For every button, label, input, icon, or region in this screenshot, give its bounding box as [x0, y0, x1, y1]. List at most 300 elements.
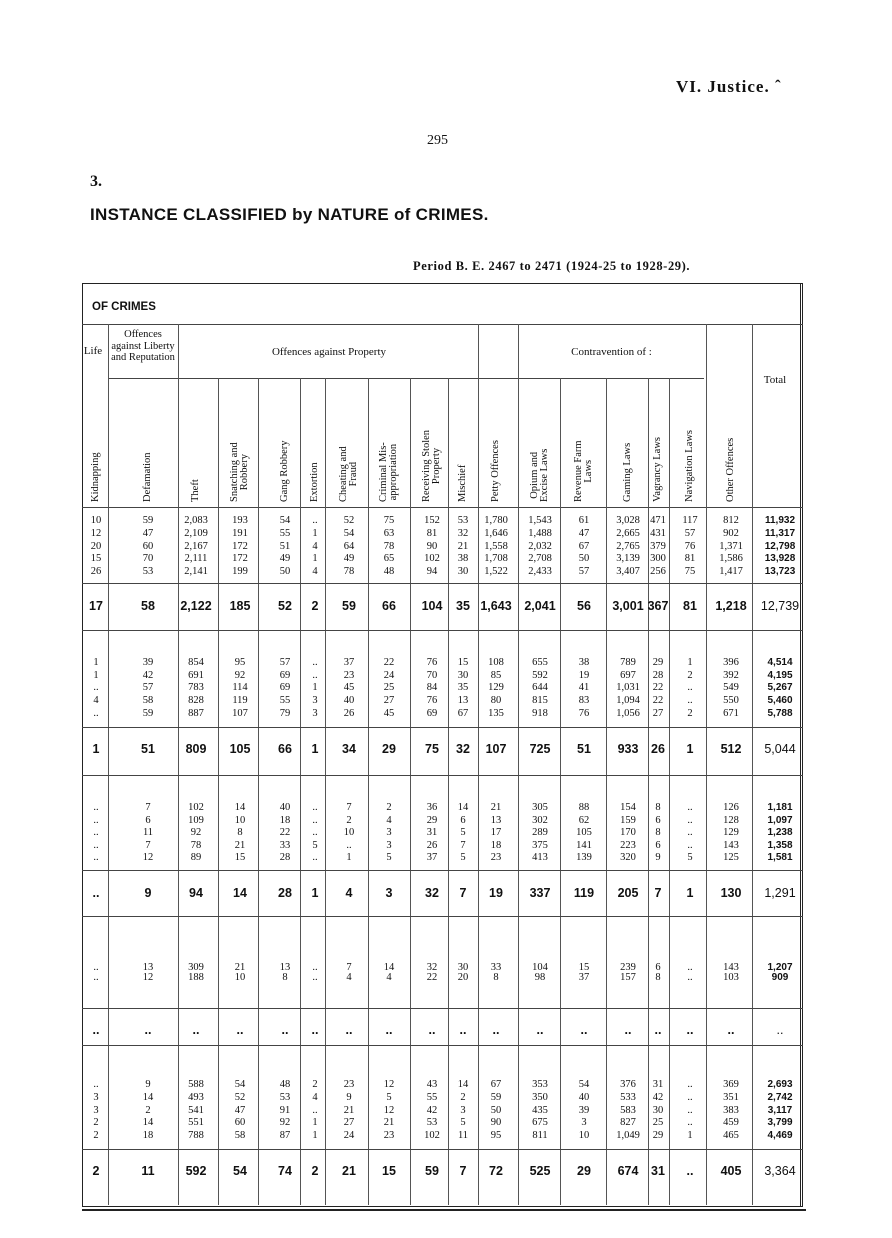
- table-cell: 27: [343, 1117, 355, 1128]
- table-cell: 43: [426, 1079, 438, 1090]
- table-cell: 102: [424, 1130, 440, 1141]
- table-cell: 92: [190, 827, 202, 838]
- table-row: [0, 553, 892, 565]
- table-cell: 21: [234, 840, 246, 851]
- table-cell: 4: [386, 972, 392, 983]
- row-total-cell: 5,788: [767, 708, 793, 719]
- block-rule: [82, 870, 803, 871]
- table-row: [0, 802, 892, 814]
- table-cell: 66: [278, 742, 292, 756]
- table-cell: 1,049: [616, 1130, 640, 1141]
- table-cell: 59: [425, 1164, 439, 1178]
- column-header-label: Petty Offences: [490, 440, 501, 502]
- table-bottom-rule: [82, 1205, 806, 1211]
- table-cell: 3: [312, 695, 318, 706]
- table-cell: 102: [424, 553, 440, 564]
- row-total-cell: 13,723: [764, 566, 796, 577]
- table-cell: 1,218: [715, 599, 747, 613]
- table-cell: 9: [145, 1079, 151, 1090]
- block-rule: [82, 1149, 803, 1150]
- table-cell: 59: [142, 708, 154, 719]
- table-cell: 11: [142, 827, 154, 838]
- table-cell: 1,056: [616, 708, 640, 719]
- table-row: [0, 515, 892, 527]
- table-cell: 583: [620, 1105, 636, 1116]
- table-cell: 29: [652, 657, 664, 668]
- table-cell: 28: [652, 670, 664, 681]
- column-header-label: Defamation: [142, 452, 153, 502]
- table-cell: 32: [426, 962, 438, 973]
- table-cell: 45: [383, 708, 395, 719]
- table-cell: 3,407: [616, 566, 640, 577]
- table-cell: 789: [620, 657, 636, 668]
- row-total-cell: 4,195: [767, 670, 793, 681]
- table-cell: 91: [279, 1105, 291, 1116]
- header-rule: [108, 378, 704, 379]
- table-cell: 76: [426, 695, 438, 706]
- table-cell: 3: [581, 1117, 587, 1128]
- table-cell: 23: [343, 670, 355, 681]
- row-total-cell: 3,364: [764, 1164, 796, 1178]
- table-cell: 459: [723, 1117, 739, 1128]
- table-cell: 11: [457, 1130, 469, 1141]
- table-cell: 28: [279, 852, 291, 863]
- table-cell: ..: [686, 1023, 694, 1037]
- table-cell: 2: [93, 1130, 99, 1141]
- table-cell: 3: [93, 1092, 99, 1103]
- table-cell: 20: [90, 541, 102, 552]
- header-rule: [82, 507, 803, 508]
- column-rule: [478, 324, 479, 1205]
- table-cell: 21: [383, 1117, 395, 1128]
- column-header: [453, 382, 473, 502]
- table-cell: 4: [312, 1092, 318, 1103]
- table-cell: 1,522: [484, 566, 508, 577]
- table-cell: 27: [652, 708, 664, 719]
- table-cell: 8: [655, 827, 661, 838]
- table-cell: 53: [457, 515, 469, 526]
- table-cell: 223: [620, 840, 636, 851]
- table-cell: 33: [279, 840, 291, 851]
- table-cell: 353: [532, 1079, 548, 1090]
- table-cell: 205: [617, 886, 639, 900]
- table-cell: 2,433: [528, 566, 552, 577]
- table-cell: 305: [532, 802, 548, 813]
- table-cell: 337: [529, 886, 551, 900]
- row-total-cell: 5,044: [764, 742, 796, 756]
- table-cell: 29: [652, 1130, 664, 1141]
- table-cell: 2,167: [184, 541, 208, 552]
- table-cell: 3: [385, 886, 393, 900]
- table-cell: 5: [386, 1092, 392, 1103]
- table-cell: 92: [234, 670, 246, 681]
- column-rule: [518, 324, 519, 1205]
- table-cell: ..: [312, 852, 318, 863]
- table-cell: 383: [723, 1105, 739, 1116]
- table-row: [0, 1130, 892, 1142]
- table-cell: 52: [278, 599, 292, 613]
- table-cell: 35: [457, 682, 469, 693]
- table-cell: 367: [647, 599, 669, 613]
- row-total-cell: 12,798: [764, 541, 796, 552]
- table-cell: 32: [456, 742, 470, 756]
- table-cell: 59: [142, 515, 154, 526]
- column-header-label: Kidnapping: [90, 452, 101, 502]
- table-cell: ..: [312, 802, 318, 813]
- column-header: [618, 382, 638, 502]
- table-row: [0, 852, 892, 864]
- row-total-cell: 2,742: [767, 1092, 793, 1103]
- table-cell: 18: [142, 1130, 154, 1141]
- table-cell: 3: [386, 827, 392, 838]
- table-cell: 788: [188, 1130, 204, 1141]
- table-cell: 95: [234, 657, 246, 668]
- table-cell: 29: [382, 742, 396, 756]
- running-header: VI. Justice. ˆ: [676, 77, 782, 96]
- table-row: [0, 827, 892, 839]
- table-label: OF CRIMES: [92, 301, 156, 313]
- table-cell: 1: [92, 742, 100, 756]
- table-row: [0, 566, 892, 578]
- row-total-cell: 1,207: [767, 962, 793, 973]
- column-rule: [178, 324, 179, 1205]
- table-cell: 21: [234, 962, 246, 973]
- row-total-cell: 11,932: [764, 515, 796, 526]
- table-cell: 671: [723, 708, 739, 719]
- table-cell: 57: [142, 682, 154, 693]
- table-row: [0, 708, 892, 720]
- table-cell: 17: [490, 827, 502, 838]
- table-cell: 78: [190, 840, 202, 851]
- table-cell: 105: [229, 742, 251, 756]
- column-header-label: Opium and Excise Laws: [529, 448, 550, 502]
- table-cell: 5: [460, 827, 466, 838]
- row-total-cell: 13,928: [764, 553, 796, 564]
- table-cell: 159: [620, 815, 636, 826]
- table-cell: 54: [233, 1164, 247, 1178]
- table-cell: 4: [93, 695, 99, 706]
- table-cell: 76: [684, 541, 696, 552]
- table-cell: 435: [532, 1105, 548, 1116]
- table-cell: 89: [190, 852, 202, 863]
- table-cell: 2: [92, 1164, 100, 1178]
- table-cell: 2: [386, 802, 392, 813]
- table-cell: 56: [577, 599, 591, 613]
- table-cell: ..: [311, 1023, 319, 1037]
- table-cell: 21: [457, 541, 469, 552]
- table-cell: ..: [281, 1023, 289, 1037]
- table-cell: ..: [346, 840, 352, 851]
- row-total-cell: 1,181: [767, 802, 793, 813]
- column-header: [230, 382, 250, 502]
- table-cell: 74: [278, 1164, 292, 1178]
- table-cell: 4: [346, 972, 352, 983]
- table-cell: 119: [573, 886, 595, 900]
- table-cell: 38: [578, 657, 590, 668]
- table-cell: 72: [489, 1164, 503, 1178]
- table-cell: 14: [457, 1079, 469, 1090]
- table-cell: 55: [426, 1092, 438, 1103]
- table-cell: 8: [493, 972, 499, 983]
- table-cell: 39: [142, 657, 154, 668]
- table-cell: 812: [723, 515, 739, 526]
- table-cell: 302: [532, 815, 548, 826]
- table-cell: 129: [723, 827, 739, 838]
- table-cell: 1,646: [484, 528, 508, 539]
- row-total-cell: 1,581: [767, 852, 793, 863]
- table-cell: 3: [312, 708, 318, 719]
- table-cell: 592: [185, 1164, 207, 1178]
- table-cell: 19: [578, 670, 590, 681]
- table-cell: ..: [687, 682, 693, 693]
- table-cell: 7: [459, 886, 467, 900]
- table-cell: ..: [687, 840, 693, 851]
- table-cell: ..: [312, 972, 318, 983]
- table-cell: 809: [185, 742, 207, 756]
- table-cell: ..: [93, 815, 99, 826]
- table-cell: 2,708: [528, 553, 552, 564]
- average-row: [0, 598, 892, 614]
- table-cell: 65: [383, 553, 395, 564]
- table-cell: ..: [687, 815, 693, 826]
- table-cell: 60: [234, 1117, 246, 1128]
- table-cell: 24: [343, 1130, 355, 1141]
- group-liberty: Offences against Liberty and Reputation: [111, 329, 175, 363]
- table-cell: 7: [346, 962, 352, 973]
- table-cell: 53: [142, 566, 154, 577]
- table-cell: 2,041: [524, 599, 556, 613]
- table-cell: 1: [346, 852, 352, 863]
- table-cell: ..: [687, 827, 693, 838]
- table-cell: ..: [93, 852, 99, 863]
- table-cell: 783: [188, 682, 204, 693]
- table-cell: ..: [687, 972, 693, 983]
- row-total-cell: 11,317: [764, 528, 796, 539]
- table-cell: 12: [383, 1105, 395, 1116]
- group-contravention: Contravention of :: [571, 346, 652, 358]
- table-cell: 9: [655, 852, 661, 863]
- table-cell: 10: [234, 972, 246, 983]
- average-row: [0, 741, 892, 757]
- table-cell: 9: [346, 1092, 352, 1103]
- table-cell: 85: [490, 670, 502, 681]
- column-header: [721, 382, 741, 502]
- table-cell: ..: [624, 1023, 632, 1037]
- table-cell: 1: [312, 553, 318, 564]
- table-cell: ..: [345, 1023, 353, 1037]
- column-header-label: Mischief: [457, 464, 468, 502]
- column-header: [339, 382, 359, 502]
- table-cell: 104: [421, 599, 443, 613]
- table-cell: 493: [188, 1092, 204, 1103]
- table-cell: 588: [188, 1079, 204, 1090]
- table-cell: ..: [93, 1079, 99, 1090]
- table-cell: 256: [650, 566, 666, 577]
- table-row: [0, 528, 892, 540]
- table-cell: 239: [620, 962, 636, 973]
- column-header-label: Revenue Farm Laws: [573, 440, 594, 502]
- row-total-cell: 1,097: [767, 815, 793, 826]
- table-cell: ..: [459, 1023, 467, 1037]
- table-cell: 34: [342, 742, 356, 756]
- table-cell: 172: [232, 553, 248, 564]
- table-cell: ..: [144, 1023, 152, 1037]
- table-cell: 109: [188, 815, 204, 826]
- table-cell: 130: [720, 886, 742, 900]
- table-cell: 79: [279, 708, 291, 719]
- table-cell: 13: [279, 962, 291, 973]
- table-cell: ..: [93, 708, 99, 719]
- table-cell: 2: [145, 1105, 151, 1116]
- table-cell: 15: [90, 553, 102, 564]
- block-rule: [82, 916, 803, 917]
- table-cell: 300: [650, 553, 666, 564]
- table-cell: 54: [578, 1079, 590, 1090]
- table-cell: 541: [188, 1105, 204, 1116]
- table-cell: 375: [532, 840, 548, 851]
- table-cell: 1: [687, 1130, 693, 1141]
- table-cell: 41: [578, 682, 590, 693]
- column-header: [275, 382, 295, 502]
- column-header: [86, 382, 106, 502]
- table-cell: 185: [229, 599, 251, 613]
- table-cell: 12: [383, 1079, 395, 1090]
- block-rule: [82, 727, 803, 728]
- table-cell: 5: [460, 1117, 466, 1128]
- table-cell: 32: [457, 528, 469, 539]
- table-cell: 902: [723, 528, 739, 539]
- table-cell: 143: [723, 840, 739, 851]
- table-cell: 78: [343, 566, 355, 577]
- table-cell: 49: [343, 553, 355, 564]
- table-cell: 84: [426, 682, 438, 693]
- column-rule: [108, 324, 109, 1205]
- row-total-cell: 12,739: [760, 599, 800, 613]
- table-cell: 2,032: [528, 541, 552, 552]
- table-cell: 4: [386, 815, 392, 826]
- table-cell: 10: [90, 515, 102, 526]
- table-cell: 655: [532, 657, 548, 668]
- table-cell: 675: [532, 1117, 548, 1128]
- table-cell: 30: [457, 566, 469, 577]
- row-total-cell: 4,469: [767, 1130, 793, 1141]
- column-header-label: Extortion: [309, 462, 320, 502]
- column-header: [379, 382, 399, 502]
- column-header-label: Snatching and Robbery: [229, 442, 250, 502]
- table-cell: 119: [232, 695, 248, 706]
- table-cell: 1,780: [484, 515, 508, 526]
- table-cell: 14: [233, 886, 247, 900]
- row-total-cell: 3,117: [767, 1105, 793, 1116]
- table-cell: 51: [141, 742, 155, 756]
- table-cell: 5: [687, 852, 693, 863]
- table-cell: 172: [232, 541, 248, 552]
- column-header: [305, 382, 325, 502]
- table-row: [0, 1079, 892, 1091]
- table-cell: 40: [578, 1092, 590, 1103]
- period-caption: Period B. E. 2467 to 2471 (1924-25 to 1928-29).: [413, 259, 691, 273]
- table-cell: 8: [655, 972, 661, 983]
- table-cell: 103: [723, 972, 739, 983]
- table-cell: 47: [142, 528, 154, 539]
- group-property: Offences against Property: [271, 346, 387, 358]
- table-cell: 827: [620, 1117, 636, 1128]
- table-cell: 550: [723, 695, 739, 706]
- table-cell: 51: [279, 541, 291, 552]
- table-cell: 78: [383, 541, 395, 552]
- row-total-cell: ..: [776, 1023, 784, 1037]
- table-cell: 2: [93, 1117, 99, 1128]
- table-cell: 55: [279, 695, 291, 706]
- table-cell: 50: [578, 553, 590, 564]
- table-cell: 135: [488, 708, 504, 719]
- table-cell: 551: [188, 1117, 204, 1128]
- table-cell: 117: [682, 515, 698, 526]
- table-cell: 129: [488, 682, 504, 693]
- table-cell: 1: [93, 670, 99, 681]
- group-life: Life: [83, 345, 103, 357]
- table-cell: 7: [145, 840, 151, 851]
- table-cell: 37: [343, 657, 355, 668]
- table-cell: 57: [684, 528, 696, 539]
- table-cell: 351: [723, 1092, 739, 1103]
- table-cell: 52: [234, 1092, 246, 1103]
- table-cell: 154: [620, 802, 636, 813]
- table-cell: 2,083: [184, 515, 208, 526]
- table-cell: 1,586: [719, 553, 743, 564]
- table-cell: 59: [342, 599, 356, 613]
- table-cell: 19: [489, 886, 503, 900]
- table-cell: 29: [577, 1164, 591, 1178]
- table-cell: ..: [312, 657, 318, 668]
- table-cell: 4: [312, 566, 318, 577]
- table-cell: ..: [580, 1023, 588, 1037]
- table-cell: 47: [578, 528, 590, 539]
- table-cell: 59: [490, 1092, 502, 1103]
- table-cell: 75: [383, 515, 395, 526]
- table-cell: 1,543: [528, 515, 552, 526]
- table-cell: 1: [312, 1117, 318, 1128]
- table-cell: ..: [687, 695, 693, 706]
- table-cell: 157: [620, 972, 636, 983]
- table-cell: 24: [383, 670, 395, 681]
- table-cell: 94: [189, 886, 203, 900]
- table-cell: 58: [141, 599, 155, 613]
- table-cell: ..: [687, 1079, 693, 1090]
- table-cell: 431: [650, 528, 666, 539]
- column-header: [648, 382, 668, 502]
- table-cell: 39: [578, 1105, 590, 1116]
- table-cell: 887: [188, 708, 204, 719]
- table-cell: 87: [279, 1130, 291, 1141]
- table-cell: 3,028: [616, 515, 640, 526]
- table-cell: 2: [346, 815, 352, 826]
- table-cell: 54: [279, 515, 291, 526]
- column-header: [530, 382, 550, 502]
- table-cell: ..: [428, 1023, 436, 1037]
- table-cell: 35: [456, 599, 470, 613]
- table-cell: 81: [426, 528, 438, 539]
- table-cell: 98: [534, 972, 546, 983]
- table-cell: 12: [90, 528, 102, 539]
- table-cell: 1: [686, 886, 694, 900]
- table-cell: 28: [278, 886, 292, 900]
- table-cell: ..: [686, 1164, 694, 1178]
- table-cell: 40: [343, 695, 355, 706]
- table-cell: 53: [426, 1117, 438, 1128]
- table-cell: 15: [457, 657, 469, 668]
- table-cell: 42: [142, 670, 154, 681]
